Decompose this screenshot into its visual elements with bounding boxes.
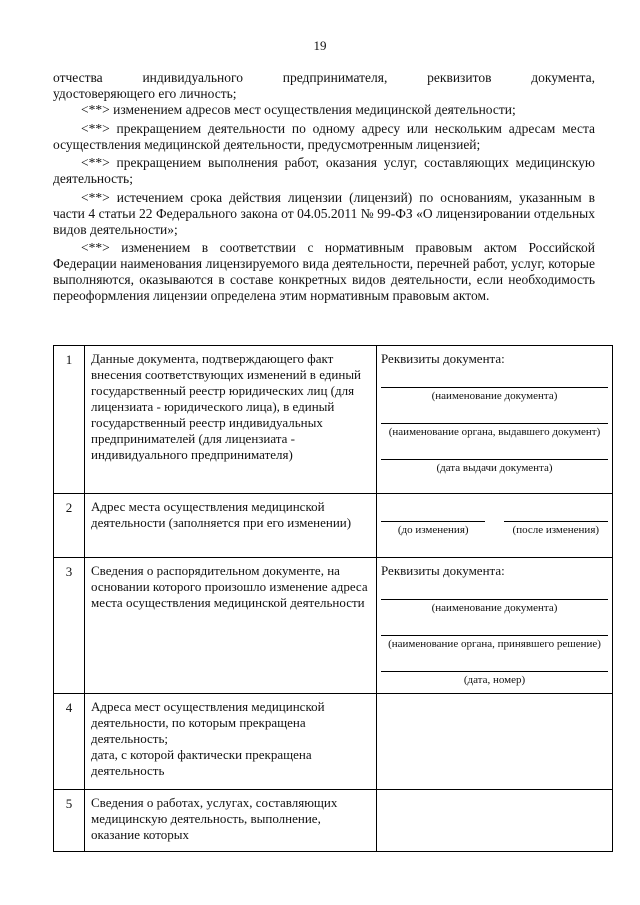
issuing-authority-line[interactable] [381,411,608,424]
deciding-authority-caption: (наименование органа, принявшего решение) [388,638,601,650]
table-row-1 [54,346,613,494]
paragraph-address-change: <**> изменением адресов мест осуществления медицинской деятельности; [81,102,516,117]
row-description: Сведения о распорядительном документе, на основании которого произошло изменение адреса места осуществления медицинской деятельности [85,558,377,694]
issue-date-caption: (дата выдачи документа) [436,462,553,474]
works-services-value[interactable] [377,790,613,852]
row-description: Адрес места осуществления медицинской деятельности (заполняется при его изменении) [85,494,377,558]
form-table [53,345,613,852]
row-number: 1 [54,346,85,494]
issuing-authority-caption: (наименование органа, выдавшего документ) [388,426,601,438]
table-row-3 [54,558,613,694]
requisites-title: Реквизиты документа: [381,351,505,366]
page-number: 19 [313,38,327,53]
order-date-number-line[interactable] [381,659,608,672]
row-number: 5 [54,790,85,852]
document-name-line[interactable] [381,375,608,388]
paragraph-activity-termination: <**> прекращением деятельности по одному адресу или нескольким адресам места осуществления медицинской деятельности, предусмотренным лицензией; [53,121,595,152]
table-row-4 [54,694,613,790]
paragraph-license-expiry: <**> истечением срока действия лицензии (лицензий) по основаниям, указанным в части 4 статьи 22 Федерального закона от 04.05.2011 № 99-ФЗ «О лицензировании отдельных видов деятельности»; [53,190,595,237]
document-name-caption: (наименование документа) [431,390,558,402]
termination-date-label: дата, с которой фактически прекращена деятельность [91,747,312,778]
row-description: Данные документа, подтверждающего факт внесения соответствующих изменений в единый государственный реестр юридических лиц (для лицензиата - юридического лица), в единый государственный реестр индивидуальных предпринимателей (для лицензиата - индивидуального предпринимателя) [85,346,377,494]
paragraph-name-change: <**> изменением в соответствии с нормативным правовым актом Российской Федерации наименования лицензируемого вида деятельности, перечней работ, услуг, которые выполняются, оказываются в составе конкретных видов деятельности, если необходимость переоформления лицензии определена этим нормативным правовым актом. [53,240,595,303]
table-row-2 [54,494,613,558]
document-requisites-cell[interactable] [377,346,613,494]
terminated-addresses-value[interactable] [377,694,613,790]
order-date-number-caption: (дата, номер) [463,674,526,686]
address-before-caption: (до изменения) [397,524,469,536]
paragraph-continuation: удостоверяющего его личность; [53,86,237,101]
order-requisites-cell[interactable] [377,558,613,694]
paragraph-continuation-line: отчества индивидуального предпринимателя, реквизитов документа, [53,70,595,85]
deciding-authority-line[interactable] [381,623,608,636]
order-name-caption: (наименование документа) [431,602,558,614]
paragraph-works-termination: <**> прекращением выполнения работ, оказания услуг, составляющих медицинскую деятельность; [53,155,595,186]
row-number: 2 [54,494,85,558]
address-before-line[interactable] [381,515,485,522]
address-after-line[interactable] [504,515,608,522]
terminated-addresses-label: Адреса мест осуществления медицинской деятельности, по которым прекращена деятельность; [91,699,325,746]
order-name-line[interactable] [381,587,608,600]
address-after-caption: (после изменения) [512,524,600,536]
row-number: 3 [54,558,85,694]
requisites-title: Реквизиты документа: [381,563,505,578]
row-description: Сведения о работах, услугах, составляющих медицинскую деятельность, выполнение, оказание которых [85,790,377,852]
address-change-cell[interactable] [377,494,613,558]
row-number: 4 [54,694,85,790]
issue-date-line[interactable] [381,447,608,460]
table-row-5 [54,790,613,852]
row-description [85,694,377,790]
